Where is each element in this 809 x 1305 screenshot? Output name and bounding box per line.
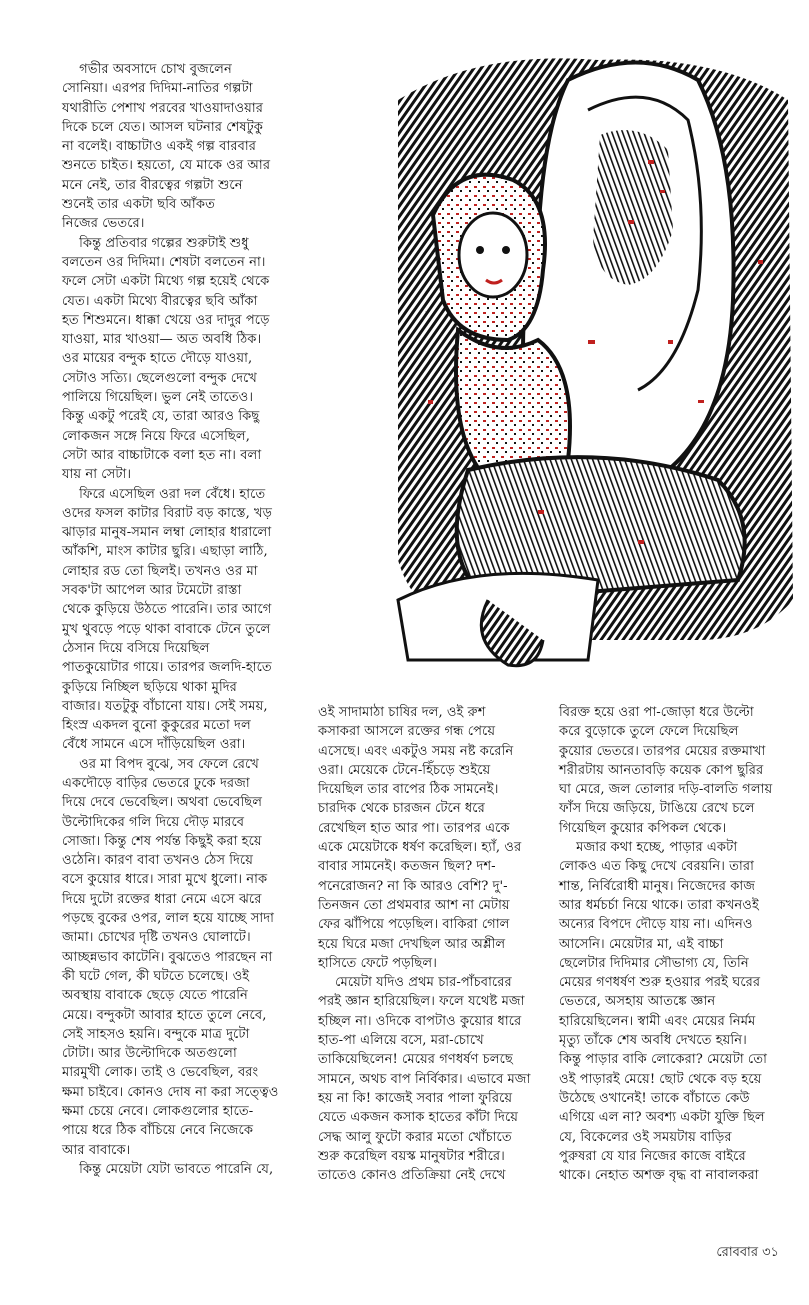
text-line: কিন্তু একটু পরেই যে, তারা আরও কিছু [62,409,260,425]
text-line: মৃত্যু তাঁকে শেষ অবধি দেখতে হয়নি। [559,1033,747,1049]
paragraph [62,755,294,1160]
text-line: বাজার। যতটুকু বাঁচানো যায়। সেই সময়, [62,698,268,714]
text-line: লোকজন সঙ্গে নিয়ে ফিরে এসেছিল, [62,428,250,444]
text-line: মেয়ে। বন্দুকটা আবার হাতে তুলে নেবে, [62,1007,267,1023]
text-line: লোকও এত কিছু দেখে বেরয়নি। তারা [559,859,754,875]
text-line: বেঁধে সামনে এসে দাঁড়িয়েছিল ওরা। [62,737,246,753]
text-line: সেদ্ধ আলু ফুটো করার মতো খোঁচাতে [318,1129,512,1145]
text-line: থেকে কুড়িয়ে উঠতে পারেনি। তার আগে [62,602,272,618]
text-line: না বলেই। বাচ্চাটাও একই গল্প বারবার [62,139,256,155]
text-line: ওর মা বিপদ বুঝে, সব ফেলে রেখে [79,756,259,772]
text-line: সোনিয়া। এরপর দিদিমা-নাতির গল্পটা [62,81,253,97]
paragraph [62,60,294,234]
text-line: হিংস্র একদল বুনো কুকুরের মতো দল [62,718,251,734]
text-line: দিয়েছিল তার বাপের ঠিক সামনেই। [318,782,499,798]
text-line: সেটা আর বাচ্চাটাকে বলা হত না। বলা [62,447,262,463]
text-line: বলতেন ওর দিদিমা। শেষটা বলতেন না। [62,254,266,270]
text-line: পুরুষরা যে যার নিজের কাজে বাইরে [559,1148,746,1164]
text-line: রেখেছিল হাত আর পা। তারপর একে [318,820,510,836]
text-line: নিজের ভেতরে। [62,216,145,232]
text-line: মুখ থুবড়ে পড়ে থাকা বাবাকে টেনে তুলে [62,621,271,637]
text-line: মেয়ের গণধর্ষণ শুরু হওয়ার পরই ঘরের [559,975,761,991]
paragraph [559,703,791,838]
text-line: পড়ছে বুকের ওপর, লাল হয়ে যাচ্ছে সাদা [62,911,274,927]
text-line: কসাকরা আসলে রক্তের গন্ধ পেয়ে [318,724,496,740]
paragraph [318,973,544,1185]
text-line: সামনে, অথচ বাপ নির্বিকার। এভাবে মজা [318,1071,531,1087]
text-line: চারদিক থেকে চারজন টেনে ধরে [318,801,485,817]
text-line: দিয়ে দুটো রক্তের ধারা নেমে এসে ঝরে [62,891,262,907]
text-line: ওই সাদামাঠা চাষির দল, ওই রুশ [318,705,486,720]
text-line: ওঠেনি। কারণ বাবা তখনও ঠেস দিয়ে [62,853,253,869]
text-line: হাসিতে ফেটে পড়ছিল। [318,955,437,971]
text-line: ছেলেটার দিদিমার সৌভাগ্য যে, তিনি [559,955,749,971]
text-line: শুনেই তার একটা ছবি আঁকত [62,197,215,213]
article-column-1 [62,60,294,1179]
text-line: তিনজন তো প্রথমবার আশ না মেটায় [318,897,510,913]
paragraph [318,703,544,973]
paragraph [62,234,294,485]
woodcut-illustration-icon [338,40,808,680]
text-line: এসেছে। এবং একটুও সময় নষ্ট করেনি [318,743,514,759]
text-line: সবক'টা আপেল আর টমেটো রাস্তা [62,583,242,599]
text-line: সেটাও সত্যি। ছেলেগুলো বন্দুক দেখে [62,370,257,386]
text-line: ফাঁস দিয়ে জড়িয়ে, টাঙিয়ে রেখে চলে [559,801,755,817]
text-line: অবস্থায় বাবাকে ছেড়ে যেতে পারেনি [62,988,248,1004]
text-line: যথারীতি পেশাখ পরবের খাওয়াদাওয়ার [62,100,264,116]
text-line: অন্যের বিপদে দৌড়ে যায় না। এদিনও [559,917,753,933]
text-line: ওই পাড়ারই মেয়ে! ছোট থেকে বড় হয়ে [559,1071,762,1087]
text-line: কুয়োর ভেতরে। তারপর মেয়ের রক্তমাখা [559,743,766,759]
paragraph [62,485,294,755]
text-line: মারমুখী লোক। তাই ও ভেবেছিল, বরং [62,1065,259,1081]
text-line: আচ্ছন্নভাব কাটেনি। বুঝতেও পারছেন না [62,949,273,965]
text-line: ঘা মেরে, জল তোলার দড়ি-বালতি গলায় [559,782,773,798]
text-line: হয় না কি! কাজেই সবার পালা ফুরিয়ে [318,1090,513,1106]
text-line: যে, বিকেলের ওই সময়টায় বাড়ির [559,1129,732,1145]
text-line: বাবার সামনেই। কতজন ছিল? দশ- [318,859,496,875]
text-line: আসেনি। মেয়েটার মা, এই বাচ্চা [559,936,724,952]
text-line: শুরু করেছিল বয়স্ক মানুষটার শরীরে। [318,1148,505,1164]
text-line: বিরক্ত হয়ে ওরা পা-জোড়া ধরে উল্টো [559,705,754,720]
page-footer: রোববার ৩১ [716,1245,779,1260]
text-line: গভীর অবসাদে চোখ বুজলেন [79,62,232,77]
text-line: হয়ে ঘিরে মজা দেখছিল আর অশ্লীল [318,936,506,952]
text-line: আর ধর্মচর্চা নিয়ে থাকে। তারা কখনওই [559,897,759,913]
text-line: একে মেয়েটাকে ধর্ষণ করেছিল। হ্যাঁ, ওর [318,840,522,856]
text-line: ক্ষমা চাইবে। কোনও দোষ না করা সত্ত্বেও [62,1084,279,1100]
text-line: দিকে চলে যেত। আসল ঘটনার শেষটুকু [62,119,264,135]
text-line: একদৌড়ে বাড়ির ভেতরে ঢুকে দরজা [62,775,250,791]
text-line: যায় না সেটা। [62,467,132,483]
article-column-2 [318,703,544,1185]
text-line: তাকিয়েছিলেন! মেয়ের গণধর্ষণ চলছে [318,1052,513,1068]
text-line: ওদের ফসল কাটার বিরাট বড় কাস্তে, খড় [62,505,273,521]
text-line: ভেতরে, অসহায় আতঙ্কে জ্ঞান [559,994,716,1010]
text-line: হাত-পা এলিয়ে বসে, মরা-চোখে [318,1033,484,1049]
text-line: পায়ে ধরে ঠিক বাঁচিয়ে নেবে নিজেকে [62,1123,254,1139]
text-line: ফের ঝাঁপিয়ে পড়েছিল। বাকিরা গোল [318,917,510,933]
paragraph [62,1160,294,1179]
text-line: মজার কথা হচ্ছে, পাড়ার একটা [576,840,738,856]
text-line: ওর মায়ের বন্দুক হাতে দৌড়ে যাওয়া, [62,351,253,367]
text-line: থাকে। নেহাত অশক্ত বৃদ্ধ বা নাবালকরা [559,1168,759,1184]
text-line: টোটা। আর উল্টোদিকে অতগুলো [62,1046,237,1062]
text-line: যেতে একজন কসাক হাতের কাঁটা দিয়ে [318,1110,519,1126]
text-line: পনেরোজন? না কি আরও বেশি? দু'- [318,878,508,894]
text-line: মনে নেই, তার বীরত্বের গল্পটা শুনে [62,177,243,193]
text-line: কিন্তু প্রতিবার গল্পের শুরুটাই শুধু [79,235,249,251]
text-line: সোজা। কিন্তু শেষ পর্যন্ত কিছুই করা হয়ে [62,833,262,849]
text-line: পরই জ্ঞান হারিয়েছিল। ফলে যথেষ্ট মজা [318,994,525,1010]
text-line: উল্টোদিকের গলি দিয়ে দৌড় মারবে [62,814,245,830]
text-line: দিয়ে দেবে ভেবেছিল। অথবা ভেবেছিল [62,795,263,811]
text-line: শরীরটায় আনতাবড়ি কয়েক কোপ ছুরির [559,762,764,778]
text-line: লোহার রড তো ছিলই। তখনও ওর মা [62,563,258,579]
text-line: করে বুড়োকে তুলে ফেলে দিয়েছিল [559,724,739,740]
text-line: মেয়েটা যদিও প্রথম চার-পাঁচবারের [335,975,512,991]
text-line: হচ্ছিল না। ওদিকে বাপটাও কুয়োর ধারে [318,1013,522,1029]
text-line: ঠেসান দিয়ে বসিয়ে দিয়েছিল [62,640,210,656]
text-line: আর বাবাকে। [62,1142,131,1158]
text-line: কিন্তু মেয়েটা যেটা ভাবতে পারেনি যে, [79,1161,274,1177]
text-line: জামা। চোখের দৃষ্টি তখনও ঘোলাটে। [62,930,251,946]
text-line: শান্ত, নির্বিরোধী মানুষ। নিজেদের কাজ [559,878,756,894]
text-line: কুড়িয়ে নিচ্ছিল ছড়িয়ে থাকা মুদির [62,679,237,695]
text-line: পাতকুয়োটার গায়ে। তারপর জলদি-হাতে [62,660,272,676]
text-line: কিন্তু পাড়ার বাকি লোকেরা? মেয়েটা তো [559,1052,767,1068]
article-column-3 [559,703,791,1185]
text-line: হত শিশুমনে। ধাক্কা খেয়ে ওর দাদুর পড়ে [62,312,270,328]
text-line: ঝাড়ার মানুষ-সমান লম্বা লোহার ধারালো [62,525,272,541]
text-line: যেত। একটা মিথ্যে বীরত্বের ছবি আঁকা [62,293,258,309]
text-line: পালিয়ে গিয়েছিল। ভুল নেই তাতেও। [62,390,254,406]
text-line: ওরা। মেয়েকে টেনে-হিঁচড়ে শুইয়ে [318,762,491,778]
text-line: ফলে সেটা একটা মিথ্যে গল্প হয়েই থেকে [62,274,270,290]
text-line: উঠেছে ওখানেই! তাকে বাঁচাতে কেউ [559,1090,750,1106]
text-line: বসে কুয়োর ধারে। সারা মুখে ধুলো। নাক [62,872,268,888]
text-line: এগিয়ে এল না? অবশ্য একটা যুক্তি ছিল [559,1110,765,1126]
text-line: হারিয়েছিলেন। স্বামী এবং মেয়ের নির্মম [559,1013,756,1029]
text-line: ক্ষমা চেয়ে নেবে। লোকগুলোর হাতে- [62,1104,254,1120]
text-line: যাওয়া, মার খাওয়া— অত অবধি ঠিক। [62,332,262,348]
text-line: আঁকশি, মাংস কাটার ছুরি। এছাড়া লাঠি, [62,544,268,560]
text-line: তাতেও কোনও প্রতিক্রিয়া নেই দেখে [318,1168,506,1184]
text-line: ফিরে এসেছিল ওরা দল বেঁধে। হাতে [79,486,266,502]
text-line: সেই সাহসও হয়নি। বন্দুকে মাত্র দুটো [62,1026,250,1042]
paragraph [559,838,791,1185]
text-line: কী ঘটে গেল, কী ঘটতে চলেছে। ওই [62,968,250,984]
text-line: গিয়েছিল কুয়োর কপিকল থেকে। [559,820,727,836]
text-line: শুনতে চাইত। হয়তো, যে মাকে ওর আর [62,158,271,174]
